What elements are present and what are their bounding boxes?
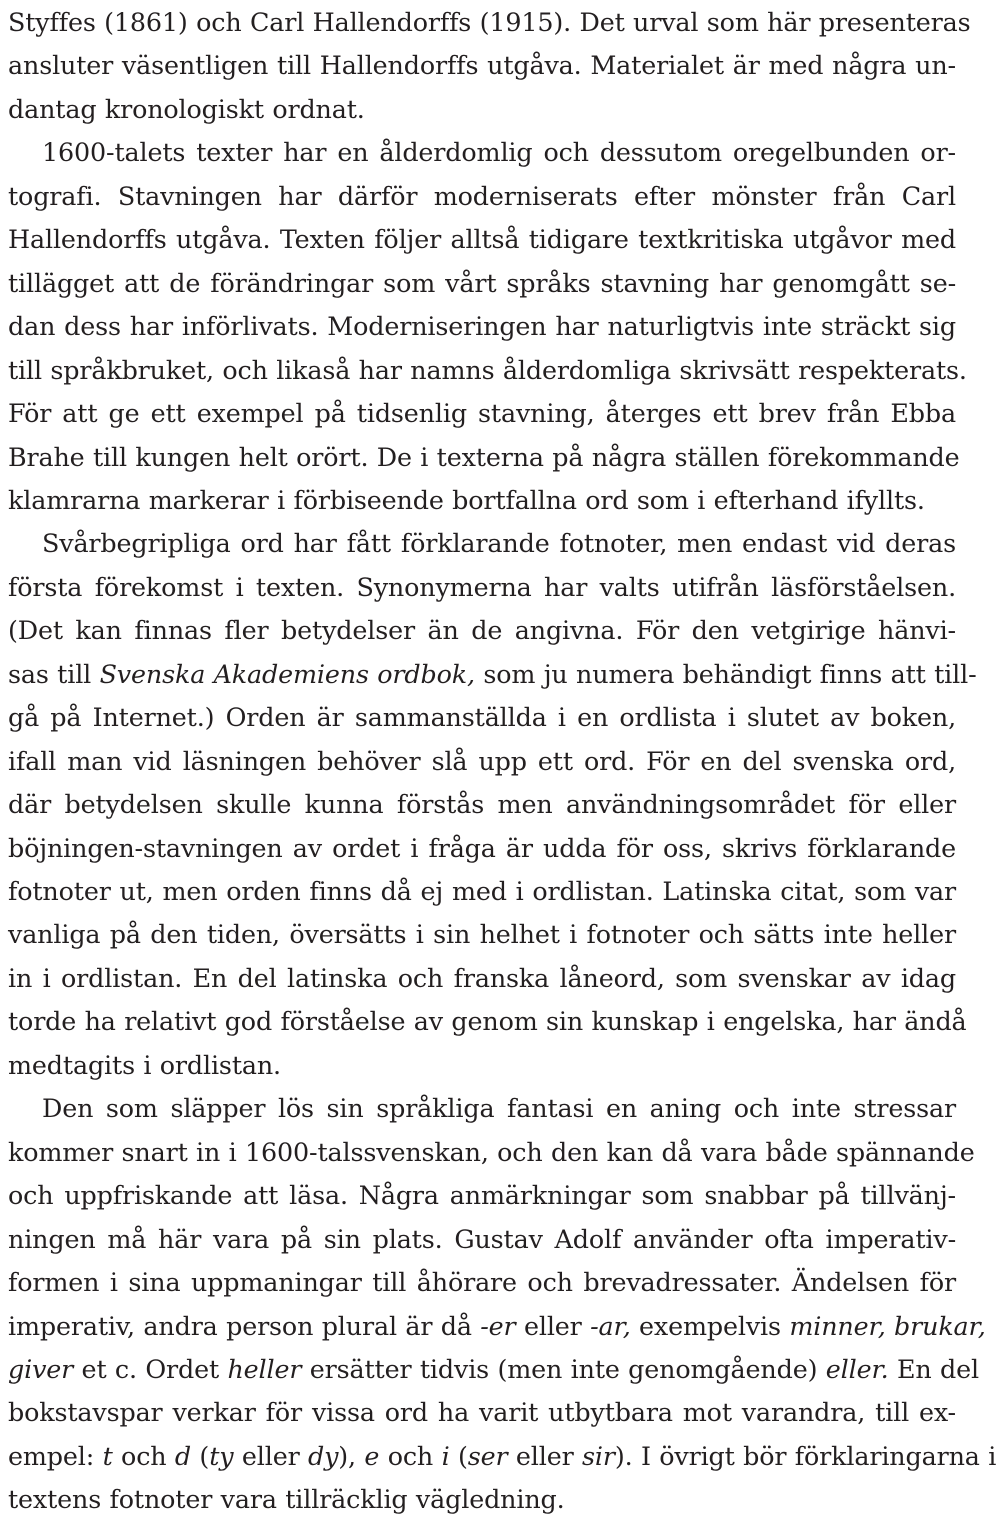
italic-text: heller: [227, 1353, 302, 1384]
text-run: böjningen-stavningen av ordet i fråga är udda för oss, skrivs förklarande: [8, 832, 956, 863]
text-line: [8, 219, 956, 259]
text-run: första förekomst i texten. Synonymerna har valts utifrån läsförståelsen.: [8, 571, 956, 602]
text-run: För att ge ett exempel på tidsenlig stavning, återges ett brev från Ebba: [8, 398, 956, 429]
italic-text: d: [174, 1440, 192, 1471]
italic-text: -ar,: [590, 1310, 631, 1341]
text-line: [8, 89, 956, 129]
text-run: exempelvis: [630, 1310, 790, 1341]
italic-text: sir: [582, 1440, 615, 1471]
text-line: [8, 654, 977, 694]
text-run: empel:: [8, 1440, 103, 1471]
text-line: [8, 1262, 956, 1302]
text-line: [8, 741, 956, 781]
text-run: Styffes (1861) och Carl Hallendorffs (1915). Det urval som här presenteras: [8, 7, 971, 37]
text-line: [8, 480, 956, 520]
text-line: [8, 176, 956, 216]
text-run: dan dess har införlivats. Moderniseringen har naturligtvis inte sträckt sig: [8, 311, 956, 342]
italic-text: t: [102, 1440, 113, 1471]
text-run: bokstavspar verkar för vissa ord ha varit utbytbara mot varandra, till ex-: [8, 1397, 956, 1428]
text-run: gå på Internet.) Orden är sammanställda i en ordlista i slutet av boken,: [8, 702, 956, 733]
text-line: [42, 1088, 956, 1128]
text-run: ningen må här vara på sin plats. Gustav Adolf använder ofta imperativ-: [8, 1223, 956, 1254]
text-run: kommer snart in i 1600-talssvenskan, och den kan då vara både spännande: [8, 1136, 975, 1167]
text-run: klamrarna markerar i förbiseende bortfallna ord som i efterhand ifyllts.: [8, 484, 925, 515]
text-line: [8, 914, 956, 954]
text-run: eller: [507, 1440, 583, 1471]
text-line: [8, 45, 956, 85]
text-run: och: [379, 1440, 442, 1471]
text-run: ersätter tidvis (men inte genomgående): [301, 1353, 826, 1384]
text-run: vanliga på den tiden, översätts i sin helhet i fotnoter och sätts inte heller: [8, 919, 956, 950]
text-line: [8, 1392, 956, 1432]
italic-text: Svenska Akademiens ordbok,: [99, 658, 475, 689]
text-run: ),: [338, 1440, 365, 1471]
text-run: och: [112, 1440, 175, 1471]
text-run: (Det kan finnas fler betydelser än de angivna. För den vetgirige hänvi-: [8, 615, 956, 646]
italic-text: eller.: [825, 1353, 889, 1384]
text-run: textens fotnoter vara tillräcklig vägledning.: [8, 1484, 565, 1515]
text-run: ). I övrigt bör förklaringarna i: [614, 1440, 996, 1471]
text-line: [8, 828, 956, 868]
text-line: [8, 697, 956, 737]
text-line: [8, 393, 956, 433]
text-run: där betydelsen skulle kunna förstås men användningsområdet för eller: [8, 789, 956, 820]
text-run: Hallendorffs utgåva. Texten följer alltså tidigare textkritiska utgåvor med: [8, 224, 956, 255]
text-run: formen i sina uppmaningar till åhörare och brevadressater. Ändelsen för: [8, 1267, 956, 1298]
text-run: (: [191, 1440, 210, 1471]
text-run: torde ha relativt god förståelse av genom sin kunskap i engelska, har ändå: [8, 1006, 967, 1037]
text-line: [8, 2, 971, 42]
text-run: ifall man vid läsningen behöver slå upp ett ord. För en del svenska ord,: [8, 745, 956, 776]
text-run: eller: [515, 1310, 591, 1341]
text-run: imperativ, andra person plural är då: [8, 1310, 481, 1341]
text-line: [8, 1349, 979, 1389]
text-line: [8, 1219, 956, 1259]
text-run: Den som släpper lös sin språkliga fantasi en aning och inte stressar: [42, 1093, 956, 1124]
text-run: medtagits i ordlistan.: [8, 1049, 281, 1080]
italic-text: giver: [8, 1353, 74, 1384]
text-line: [8, 1175, 956, 1215]
text-line: [8, 1132, 975, 1172]
text-line: [8, 958, 956, 998]
text-line: [42, 132, 956, 172]
text-line: [8, 1479, 956, 1519]
italic-text: minner, brukar,: [789, 1310, 986, 1341]
text-line: [8, 1001, 967, 1041]
text-line: [8, 610, 956, 650]
text-run: et c. Ordet: [73, 1353, 228, 1384]
text-run: 1600-talets texter har en ålderdomlig och dessutom oregelbunden or-: [42, 137, 956, 168]
text-line: [8, 871, 956, 911]
text-line: [8, 784, 956, 824]
text-line: [8, 437, 960, 477]
text-run: fotnoter ut, men orden finns då ej med i ordlistan. Latinska citat, som var: [8, 876, 956, 906]
text-run: in i ordlistan. En del latinska och franska låneord, som svenskar av idag: [8, 962, 956, 993]
text-run: (: [449, 1440, 468, 1471]
italic-text: -er: [480, 1310, 516, 1341]
text-line: [8, 350, 967, 390]
text-line: [8, 567, 956, 607]
italic-text: ser: [467, 1440, 508, 1471]
text-run: som ju numera behändigt finns att till-: [474, 658, 977, 689]
text-run: dantag kronologiskt ordnat.: [8, 93, 365, 124]
text-line: [8, 263, 956, 303]
text-run: ansluter väsentligen till Hallendorffs utgåva. Materialet är med några un-: [8, 50, 956, 81]
text-run: tografi. Stavningen har därför moderniserats efter mönster från Carl: [8, 180, 956, 211]
text-run: eller: [233, 1440, 308, 1471]
text-run: tillägget att de förändringar som vårt språks stavning har genomgått se-: [8, 267, 956, 298]
italic-text: i: [441, 1440, 450, 1471]
text-line: [8, 306, 956, 346]
text-run: sas till: [8, 658, 100, 689]
text-line: [8, 1306, 986, 1346]
italic-text: dy: [307, 1440, 339, 1471]
text-run: Brahe till kungen helt orört. De i texterna på några ställen förekommande: [8, 441, 960, 472]
italic-text: ty: [209, 1440, 234, 1471]
text-run: En del: [888, 1353, 979, 1384]
text-line: [8, 1045, 956, 1085]
text-run: och uppfriskande att läsa. Några anmärkningar som snabbar på tillvänj-: [8, 1180, 956, 1211]
italic-text: e: [364, 1440, 380, 1471]
text-line: [42, 523, 956, 563]
text-run: till språkbruket, och likaså har namns ålderdomliga skrivsätt respekterats.: [8, 354, 967, 385]
text-run: Svårbegripliga ord har fått förklarande fotnoter, men endast vid deras: [42, 528, 956, 559]
text-line: [8, 1436, 996, 1476]
